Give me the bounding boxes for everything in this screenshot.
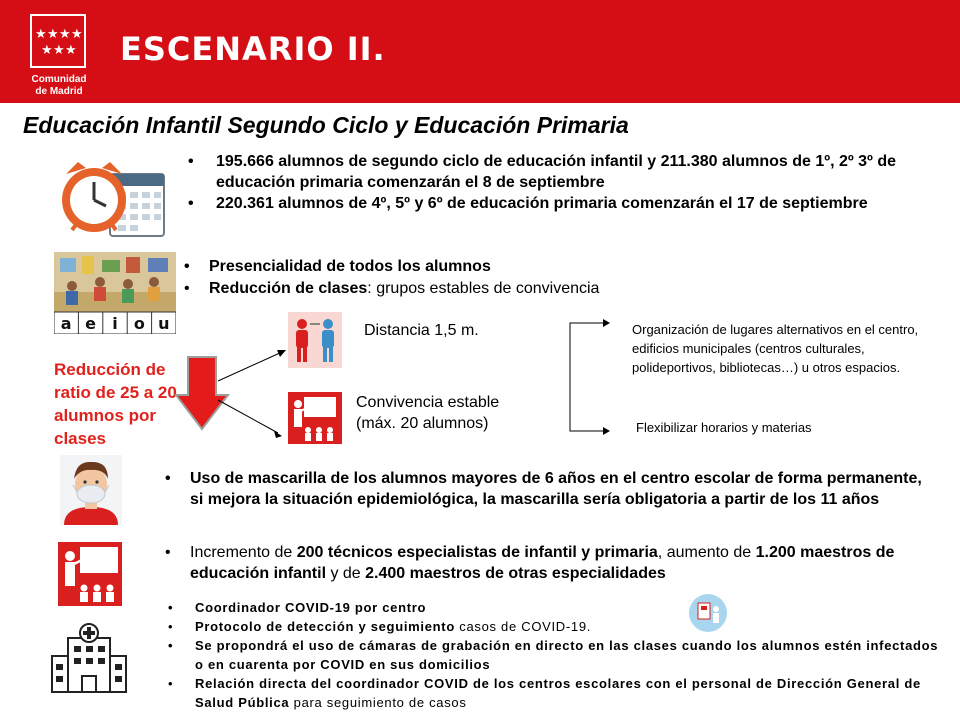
stars-icon [32, 16, 84, 66]
mask-bullet-list [165, 468, 925, 510]
staff-bold: 2.400 maestros de otras especialidades [365, 565, 666, 582]
ratio-reduction-text: Reducción de ratio de 25 a 20 alumnos por clases [54, 360, 177, 448]
logo-line-2: de Madrid [35, 86, 83, 97]
down-arrow-icon [174, 355, 230, 431]
classroom-letter: i [112, 314, 118, 333]
list-item: • Presencialidad de todos los alumnos [184, 256, 744, 278]
distance-label: Distancia 1,5 m. [364, 322, 479, 339]
class-bullet-list [184, 256, 744, 300]
alternative-spaces-text: Organización de lugares alternativos en el centro, edificios municipales (centros culturales, polideportivos, bibliotecas…) u otros espacios. [632, 322, 919, 375]
covid-text: casos de COVID-19. [459, 619, 592, 634]
comunidad-de-madrid-logo [21, 8, 97, 100]
list-item [168, 617, 946, 636]
stable-group-line-1: Convivencia estable [356, 394, 500, 411]
stable-group-line-2: (máx. 20 alumnos) [356, 415, 489, 432]
list-item-bold: Reducción de clases [209, 280, 368, 297]
list-item: • 195.666 alumnos de segundo ciclo de educación infantil y 211.380 alumnos de 1º, 2º 3º de educación primaria comenzarán el 8 de septiembre [188, 151, 908, 193]
svg-text:★: ★ [59, 27, 71, 42]
logo-line-1: Comunidad [31, 74, 87, 85]
alarm-clock-calendar-icon [58, 158, 166, 240]
list-item: • Se propondrá el uso de cámaras de grabación en directo en las clases cuando los alumnos estén infectados o en cuarenta por COVID en sus domicilios [168, 636, 946, 674]
classroom-letter: e [85, 314, 97, 333]
svg-text:★: ★ [71, 27, 83, 42]
list-item: • Coordinador COVID-19 por centro [168, 598, 946, 617]
flexible-schedule-text: Flexibilizar horarios y materias [636, 420, 812, 435]
staff-text: Incremento de [190, 544, 297, 561]
svg-text:★: ★ [53, 43, 65, 58]
list-item [168, 674, 946, 712]
hospital-building-icon [48, 622, 130, 694]
calendar-bullet-list [188, 151, 908, 214]
logo-frame [30, 14, 86, 68]
section-subtitle: Educación Infantil Segundo Ciclo y Educación Primaria [23, 112, 629, 138]
staff-text: , aumento de [657, 544, 756, 561]
list-item: • Uso de mascarilla de los alumnos mayores de 6 años en el centro escolar de forma permanente, si mejora la situación epidemiológica, la mascarilla sería obligatoria a partir de los 11 años [165, 468, 925, 510]
classroom-letter: u [158, 314, 170, 333]
staff-text: y de [326, 565, 366, 582]
covid-text: para seguimiento de casos [289, 695, 467, 710]
svg-text:★: ★ [35, 27, 47, 42]
child-with-mask-icon [60, 455, 122, 525]
page-title: ESCENARIO II. [120, 30, 386, 68]
list-item [165, 542, 925, 584]
stable-group-icon [288, 392, 342, 444]
list-item [184, 278, 744, 300]
classroom-letter: a [60, 314, 72, 333]
svg-text:★: ★ [65, 43, 77, 58]
staff-bold: 1.200 maestros de educación infantil [190, 544, 895, 582]
covid-bold: Relación directa del coordinador COVID de los centros escolares con el personal de Dirección General de Salud Pública [195, 676, 921, 710]
logo-text [21, 74, 97, 98]
svg-text:★: ★ [47, 27, 59, 42]
svg-text:★: ★ [41, 43, 53, 58]
staff-bold: 200 técnicos especialistas de infantil y primaria [296, 544, 658, 561]
list-item-text: : grupos estables de convivencia [367, 280, 600, 297]
covid-bold: Protocolo de detección y seguimiento [195, 619, 460, 634]
staff-bullet-list [165, 542, 925, 584]
classroom-photo-icon [54, 252, 176, 334]
teacher-class-icon [58, 542, 122, 606]
social-distance-icon [288, 312, 342, 368]
stable-group-label [356, 392, 556, 434]
list-item: • 220.361 alumnos de 4º, 5º y 6º de educación primaria comenzarán el 17 de septiembre [188, 193, 908, 214]
covid-bullet-list [168, 598, 946, 712]
classroom-letter: o [133, 314, 145, 333]
